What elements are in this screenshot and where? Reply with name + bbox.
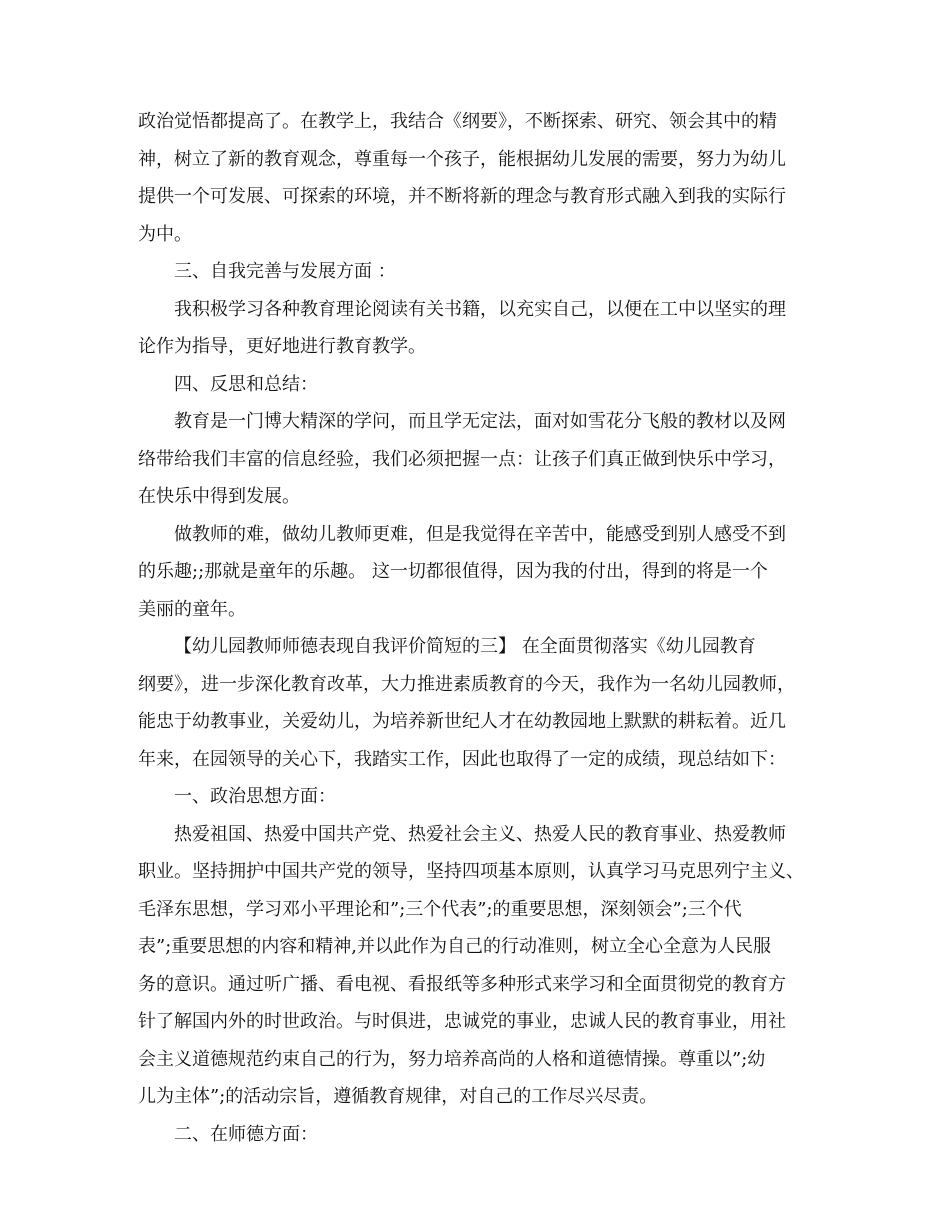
text-line: 为中。 [138,223,192,245]
text-line: 三、自我完善与发展方面 ： [174,261,396,282]
text-line: 论作为指导，更好地进行教育教学。 [138,336,426,357]
text-line: 务的意识。通过听广播、看电视、看报纸等多种形式来学习和全面贯彻党的教育方 [138,973,786,995]
text-line: 职业。坚持拥护中国共产党的领导，坚持四项基本原则，认真学习马克思列宁主义、 [138,861,804,882]
text-line: 提供一个可发展、可探索的环境，并不断将新的理念与教育形式融入到我的实际行 [138,186,786,207]
text-line: 儿为主体”;的活动宗旨，遵循教育规律，对自己的工作尽兴尽责。 [138,1086,658,1107]
text-line: 做教师的难，做幼儿教师更难，但是我觉得在辛苦中，能感受到别人感受不到 [174,523,786,545]
text-line: 我积极学习各种教育理论阅读有关书籍，以充实自己，以便在工中以坚实的理 [174,298,786,320]
text-line: 热爱祖国、热爱中国共产党、热爱社会主义、热爱人民的教育事业、热爱教师 [174,823,786,845]
text-line: 能忠于幼教事业，关爱幼儿，为培养新世纪人才在幼教园地上默默的耕耘着。近几 [138,711,786,732]
text-line: 政治觉悟都提高了。在教学上，我结合《纲要》，不断探索、研究、领会其中的精 [138,111,777,132]
text-line: 针了解国内外的时世政治。与时俱进，忠诚党的事业，忠诚人民的教育事业，用社 [138,1011,786,1032]
text-line: 表”;重要思想的内容和精神,并以此作为自己的行动准则，树立全心全意为人民服 [138,936,771,957]
text-line: 四、反思和总结： [174,373,318,395]
text-line: 一、政治思想方面： [174,786,336,807]
text-line: 纲要》，进一步深化教育改革，大力推进素质教育的今天，我作为一名幼儿园教师， [138,673,795,695]
text-line: 毛泽东思想，学习邓小平理论和”;三个代表”;的重要思想，深刻领会”;三个代 [138,898,742,920]
text-line: 会主义道德规范约束自己的行为，努力培养高尚的人格和道德情操。尊重以”;幼 [138,1048,766,1070]
text-line: 的乐趣;;那就是童年的乐趣。 这一切都很值得，因为我的付出，得到的将是一个 [138,561,768,582]
text-line: 在快乐中得到发展。 [138,486,300,507]
text-line: 美丽的童年。 [138,598,246,620]
text-line: 教育是一门博大精深的学问，而且学无定法，面对如雪花分飞般的教材以及网 [174,411,786,432]
text-line: 年来，在园领导的关心下，我踏实工作，因此也取得了一定的成绩，现总结如下： [138,748,786,770]
document-body [138,113,818,1163]
text-line: 二、在师德方面： [174,1123,318,1145]
text-line: 神，树立了新的教育观念，尊重每一个孩子，能根据幼儿发展的需要，努力为幼儿 [138,148,786,170]
text-line: 络带给我们丰富的信息经验，我们必须把握一点：让孩子们真正做到快乐中学习， [138,448,786,470]
text-line: 【幼儿园教师师德表现自我评价简短的三】 在全面贯彻落实《幼儿园教育 [174,636,756,657]
